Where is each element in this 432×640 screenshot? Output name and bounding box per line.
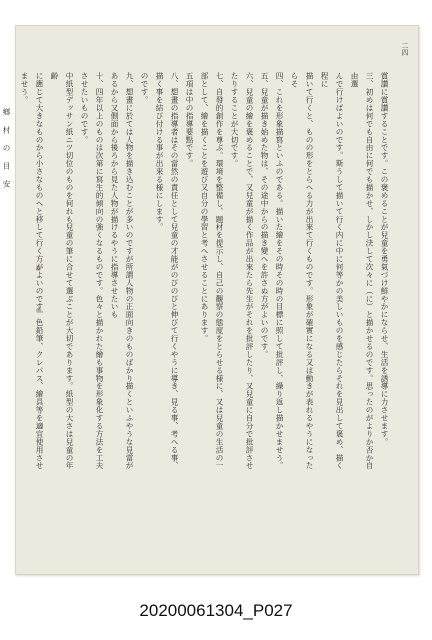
text-column: 九、想畫に於ては人物を描き込むことが多いのですが所謂人物の正面向きのものばかり描くといふやうな見當があるから又側面から後ろから見た人物が描けるやうに指導させたいも — [110, 72, 134, 470]
text-column: 三、初めは何でも自由に何でも描かせ、しかし決して次々に（に）と描かせるのです。思ったのがよりか否か自由選 — [350, 72, 374, 470]
text-column: に應じて大きなものから小さなものへと移して行く方がよいのです。色鉛筆、クレパス、繪具等を適宜使用させませう。 — [20, 72, 44, 470]
section-heading: 鄉 村 の 目 安 — [2, 108, 11, 192]
text-column: 五、兒童が描き始めた物は、その途中からの描き變へを許さぬ方がよいのです。 — [260, 72, 269, 359]
image-id-caption: 20200061304_P027 — [139, 601, 293, 620]
text-column: 四、これを形象描寫といふのである。描いた繪をその時その時の目標に照して批評し、繰り返し描かせませう。 — [275, 72, 284, 470]
text-column: 六、兒童の繪を褒めることで、又兒童が描く作品が出來たら先生がそれを批評したり、又兒童に自分で批評させたりすることが大切です。 — [230, 72, 254, 470]
text-column: んで行けばよいのです。斯うして描いて行く内に中に何等かの美しいものを感じたらそれを見出して褒め、描く程に — [320, 72, 344, 470]
text-column: 七、自發的創作を尊ぶ。環境を整備し、題材を提示し、自己の觀察の態度をとらせる様に、又は兒童の生活の一部として、繪を描くことを遊び又自分の學習と考へさせることにあります。 — [200, 72, 224, 470]
text-column: 賞讃に賞讃することです。この褒めることが兒童を勇氣づけ鮮やかにならせ、生活を誘導に力させます。 — [380, 72, 389, 446]
text-column: 描いて行くと、ものの形をとらへる力が出來て行くものです。形象が確實になる又は動きが表れるやうになったらそ — [290, 72, 314, 470]
text-column: 十、四年以上のものは次第に寫生的傾向の強くなるものです。色々と描かれた繪も事物を形象化する方法を工夫させたいものです。 — [80, 72, 104, 470]
page-number: 二四 — [401, 42, 409, 56]
text-column: 中紙型デッサン紙ニツ切位のものを何れも兒童の筆に合せて選ぶことが大切であります。紙型の大さは兒童の年齢 — [50, 72, 74, 470]
vertical-text-block — [2, 72, 392, 477]
text-column: 五項は中の指導要點です。 — [185, 72, 194, 168]
text-column: 八、想畫の指導者はその當然の責任として兒童の才能がのびのびと伸びて行くやうに導き、見る事、考へる事、描く事を結び付ける事が出來る様にします。 — [155, 72, 179, 470]
text-column: のです。 — [140, 72, 149, 104]
